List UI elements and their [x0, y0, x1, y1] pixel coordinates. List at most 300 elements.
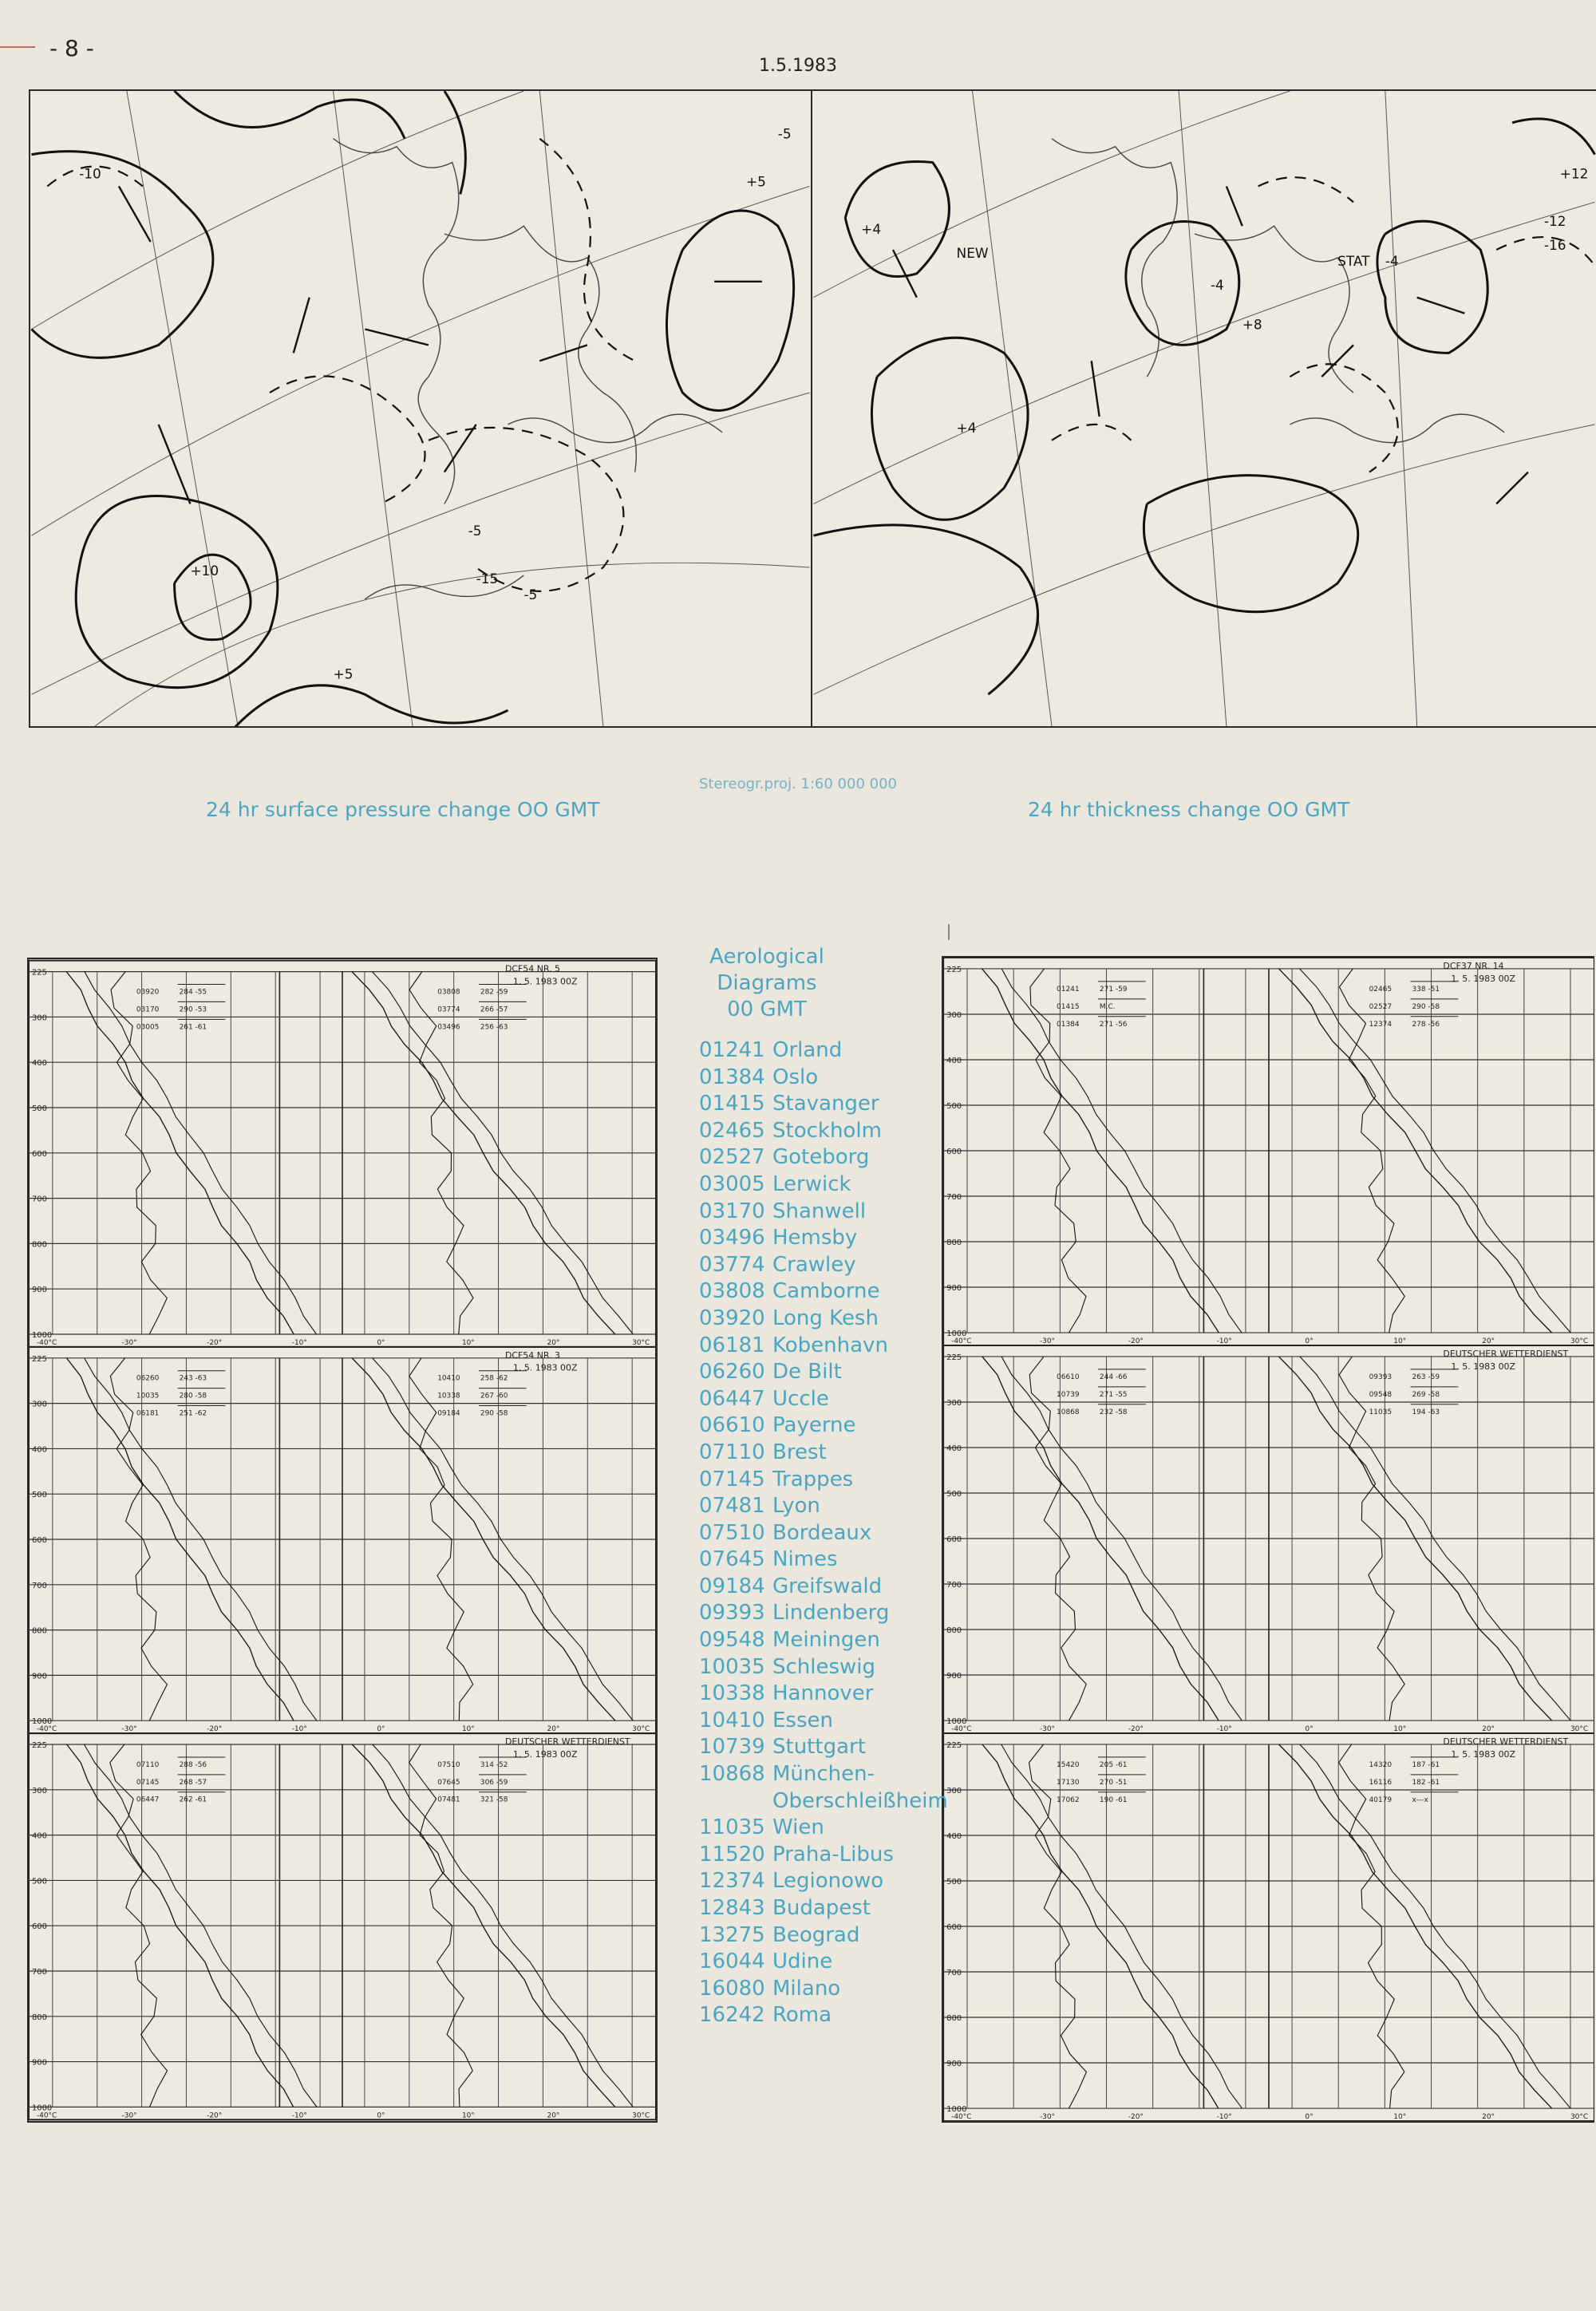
- station-row: [699, 1520, 938, 1547]
- map-label: +12: [1559, 165, 1589, 182]
- station-id: 12374: [699, 1869, 765, 1894]
- diagram-station-id: 10868: [1057, 1408, 1080, 1416]
- map-label: +4: [861, 221, 882, 238]
- station-id: 03808: [699, 1279, 765, 1304]
- temperature-axis-label: -30°: [1039, 1725, 1056, 1734]
- diagram-station-value: 182 -61: [1412, 1778, 1440, 1787]
- edge-mark: [0, 46, 35, 48]
- diagram-station-id: 03496: [437, 1023, 460, 1032]
- pressure-label: 900: [31, 1286, 47, 1295]
- diagram-station-value: 321 -58: [480, 1795, 508, 1804]
- diagram-station-value: 288 -56: [179, 1760, 207, 1769]
- station-name: Nimes: [772, 1547, 838, 1572]
- diagram-station-id: 14320: [1369, 1760, 1393, 1769]
- diagram-station-id: 10338: [437, 1392, 460, 1400]
- diagram-station-value: 271 -55: [1099, 1390, 1128, 1399]
- diagram-station-value: 256 -63: [480, 1023, 508, 1032]
- station-id: 01415: [699, 1092, 765, 1116]
- station-id: 03774: [699, 1252, 765, 1277]
- diagram-station-value: 280 -58: [179, 1392, 207, 1400]
- aerological-diagram-panel: [29, 961, 656, 1347]
- station-id: 09184: [699, 1574, 765, 1598]
- diagram-station-id: 09548: [1369, 1390, 1393, 1399]
- station-name: Orland: [772, 1038, 843, 1062]
- station-name: München-: [772, 1762, 875, 1787]
- map-label: +10: [190, 562, 219, 579]
- temperature-axis-label: 20°: [1482, 1337, 1495, 1346]
- diagram-station-value: 290 -58: [1412, 1002, 1440, 1011]
- diagram-station-value: M.C.: [1099, 1002, 1116, 1011]
- station-name: Udine: [772, 1950, 833, 1974]
- pressure-label: 600: [946, 1922, 962, 1932]
- pressure-label: 900: [946, 2060, 962, 2069]
- station-row: [699, 1976, 938, 2003]
- diagram-date: 1. 5. 1983 00Z: [1451, 973, 1516, 984]
- station-id: 10868: [699, 1762, 765, 1787]
- diagram-station-value: 194 -63: [1412, 1408, 1440, 1416]
- diagram-station-value: 278 -56: [1412, 1020, 1440, 1029]
- pressure-label: 800: [946, 1238, 962, 1248]
- pressure-label: 700: [946, 1193, 962, 1203]
- temperature-axis-label: -40°C: [951, 2113, 972, 2121]
- map-label: -15: [476, 570, 499, 587]
- station-row: [699, 1734, 938, 1761]
- temperature-axis-label: -20°: [207, 2112, 223, 2120]
- diagram-station-id: 17062: [1057, 1795, 1080, 1804]
- diagram-station-value: 271 -59: [1099, 985, 1128, 994]
- temperature-axis-label: 30°C: [632, 1725, 650, 1734]
- temperature-axis-label: 10°: [1393, 1337, 1407, 1346]
- station-id: 02465: [699, 1118, 765, 1143]
- station-row: [699, 1627, 938, 1654]
- station-name: Long Kesh: [772, 1306, 879, 1330]
- temperature-axis-label: 30°C: [632, 2112, 650, 2120]
- temperature-axis-label: 0°: [1305, 1725, 1314, 1734]
- pressure-label: 400: [946, 1831, 962, 1841]
- pressure-label: 1000: [946, 2105, 967, 2115]
- station-row: [699, 1681, 938, 1708]
- station-row: [699, 1278, 938, 1306]
- station-row: [699, 1037, 938, 1065]
- station-name: Lindenberg: [772, 1601, 890, 1626]
- diagram-date: 1. 5. 1983 00Z: [512, 1362, 578, 1373]
- station-id: 16044: [699, 1950, 765, 1974]
- station-row: [699, 1118, 938, 1145]
- aerological-diagrams-left: [27, 958, 658, 2123]
- surface-pressure-map-drawing: [30, 91, 811, 726]
- temperature-axis-label: -10°: [291, 1338, 307, 1347]
- station-id: 06181: [699, 1333, 765, 1357]
- pressure-label: 1000: [946, 1717, 967, 1727]
- pressure-label: 300: [31, 1786, 47, 1795]
- pressure-label: 600: [946, 1147, 962, 1156]
- station-id: 01241: [699, 1038, 765, 1062]
- station-id: 16080: [699, 1976, 765, 2001]
- diagram-station-value: 262 -61: [179, 1795, 207, 1804]
- pressure-label: 225: [946, 965, 962, 974]
- thickness-map-drawing: [812, 91, 1596, 726]
- station-id: 10410: [699, 1708, 765, 1732]
- diagram-station-value: 232 -58: [1099, 1408, 1128, 1416]
- temperature-axis-label: -40°C: [951, 1725, 972, 1734]
- station-row: [699, 1708, 938, 1735]
- temperature-axis-label: -20°: [207, 1338, 223, 1347]
- diagram-station-id: 16116: [1369, 1778, 1393, 1787]
- temperature-axis-label: 30°C: [1570, 2113, 1589, 2121]
- pressure-label: 700: [31, 1967, 47, 1977]
- temperature-axis-label: 20°: [547, 1725, 560, 1734]
- station-name: Kobenhavn: [772, 1333, 888, 1357]
- station-id: 16242: [699, 2003, 765, 2028]
- pressure-label: 500: [31, 1104, 47, 1113]
- station-name: Shanwell: [772, 1199, 867, 1223]
- diagram-station-id: 07481: [437, 1795, 460, 1804]
- pressure-label: 300: [31, 1400, 47, 1409]
- diagram-station-value: 251 -62: [179, 1409, 207, 1418]
- station-id: 11520: [699, 1842, 765, 1867]
- page-number: - 8 -: [49, 35, 94, 61]
- station-name: Hemsby: [772, 1226, 858, 1250]
- diagram-date: 1. 5. 1983 00Z: [512, 976, 578, 987]
- station-name: Praha-Libus: [772, 1842, 894, 1867]
- station-list: [699, 1037, 948, 2029]
- pressure-label: 800: [31, 1626, 47, 1636]
- station-name: Stockholm: [772, 1118, 882, 1143]
- station-row: [699, 1842, 938, 1869]
- temperature-axis-label: 20°: [1482, 1725, 1495, 1734]
- pressure-label: 800: [31, 1240, 47, 1250]
- diagram-station-value: 187 -61: [1412, 1760, 1440, 1769]
- diagram-station-value: x---x: [1412, 1795, 1428, 1804]
- surface-pressure-change-map: [29, 89, 812, 728]
- pressure-label: 500: [946, 1101, 962, 1111]
- station-row: [699, 1386, 938, 1413]
- pressure-label: 500: [31, 1877, 47, 1886]
- pressure-label: 500: [946, 1877, 962, 1886]
- pressure-label: 700: [31, 1195, 47, 1204]
- station-name: Oberschleißheim: [772, 1788, 948, 1813]
- diagram-station-value: 270 -51: [1099, 1778, 1128, 1787]
- station-row: [699, 1547, 938, 1574]
- map-label: -4: [1385, 252, 1399, 269]
- diagram-station-id: 09184: [437, 1409, 460, 1418]
- temperature-axis-label: -10°: [1216, 1725, 1232, 1734]
- station-row: [699, 1412, 938, 1440]
- pressure-label: 1000: [31, 2104, 53, 2113]
- diagram-station-id: 01415: [1057, 1002, 1080, 1011]
- temperature-axis-label: -10°: [1216, 1337, 1232, 1346]
- temperature-axis-label: 10°: [461, 1725, 475, 1734]
- station-name: Wien: [772, 1815, 824, 1840]
- station-id: 09548: [699, 1628, 765, 1653]
- station-row: [699, 1949, 938, 1976]
- temperature-axis-label: -40°C: [36, 1338, 57, 1347]
- map-label: +5: [745, 173, 766, 190]
- diagram-station-id: 06610: [1057, 1373, 1080, 1381]
- station-id: 10035: [699, 1654, 765, 1679]
- diagram-header: DEUTSCHER WETTERDIENST: [504, 1736, 630, 1748]
- station-id: 01384: [699, 1065, 765, 1089]
- pressure-label: 600: [31, 1149, 47, 1159]
- station-row: [699, 1574, 938, 1601]
- pressure-label: 600: [946, 1535, 962, 1544]
- diagram-station-id: 06181: [136, 1409, 160, 1418]
- map-label: +5: [333, 666, 354, 682]
- temperature-axis-label: 0°: [377, 1338, 385, 1347]
- diagram-station-id: 07110: [136, 1760, 160, 1769]
- diagram-station-value: 268 -57: [179, 1778, 207, 1787]
- diagram-header: DCF54 NR. 3: [504, 1349, 561, 1361]
- temperature-axis-label: 0°: [1305, 1337, 1314, 1346]
- diagram-station-id: 03920: [136, 988, 160, 997]
- diagram-station-value: 263 -59: [1412, 1373, 1440, 1381]
- pressure-label: 225: [31, 968, 47, 978]
- station-name: Budapest: [772, 1896, 871, 1920]
- diagram-station-id: 06447: [136, 1795, 160, 1804]
- station-row: [699, 1654, 938, 1681]
- diagram-grid-left: [29, 959, 656, 2121]
- diagram-station-id: 02527: [1369, 1002, 1393, 1011]
- station-name: Bordeaux: [772, 1520, 872, 1545]
- temperature-axis-label: 0°: [377, 2112, 385, 2120]
- pressure-label: 400: [31, 1831, 47, 1841]
- station-row: [699, 1815, 938, 1842]
- map-label: -5: [777, 125, 792, 142]
- pressure-label: 500: [946, 1489, 962, 1499]
- station-row: [699, 1065, 938, 1092]
- diagram-station-id: 10410: [437, 1374, 460, 1383]
- map-label: +4: [956, 419, 977, 436]
- aerological-diagrams-right: [942, 956, 1594, 2123]
- diagram-station-value: 314 -52: [480, 1760, 508, 1769]
- station-name: Crawley: [772, 1252, 856, 1277]
- station-name: Schleswig: [772, 1654, 876, 1679]
- pressure-label: 300: [31, 1013, 47, 1023]
- station-row: [699, 1199, 938, 1226]
- map-label: -5: [523, 586, 538, 602]
- station-row: [699, 1333, 938, 1360]
- map-label: STAT: [1337, 252, 1370, 269]
- pressure-label: 600: [31, 1922, 47, 1932]
- station-name: Beograd: [772, 1922, 860, 1947]
- station-id: 07510: [699, 1520, 765, 1545]
- pressure-label: 800: [31, 2013, 47, 2022]
- station-id: [699, 1788, 772, 1815]
- pressure-label: 400: [31, 1445, 47, 1455]
- pressure-label: 1000: [31, 1717, 53, 1727]
- diagram-station-id: 01384: [1057, 1020, 1080, 1029]
- aerological-diagram-panel: [943, 1345, 1594, 1733]
- station-id: 03496: [699, 1226, 765, 1250]
- station-name: Hannover: [772, 1681, 874, 1706]
- station-name: Goteborg: [772, 1145, 870, 1170]
- diagram-station-id: 07645: [437, 1778, 460, 1787]
- temperature-axis-label: 10°: [461, 2112, 475, 2120]
- map-label: NEW: [956, 244, 989, 261]
- temperature-axis-label: 10°: [461, 1338, 475, 1347]
- station-row: [699, 1600, 938, 1627]
- station-row: [699, 1306, 938, 1333]
- temperature-axis-label: -30°: [121, 2112, 137, 2120]
- temperature-axis-label: -30°: [121, 1338, 137, 1347]
- pressure-label: 900: [31, 2058, 47, 2068]
- map-label: -12: [1543, 213, 1566, 230]
- temperature-axis-label: -20°: [1128, 1725, 1144, 1734]
- diagram-station-id: 03808: [437, 988, 460, 997]
- pressure-label: 600: [31, 1535, 47, 1545]
- diagram-station-id: 40179: [1369, 1795, 1393, 1804]
- station-name: Oslo: [772, 1065, 819, 1089]
- pressure-label: 500: [31, 1491, 47, 1500]
- station-row: [699, 1788, 948, 1815]
- station-name: Meiningen: [772, 1628, 880, 1653]
- pressure-label: 700: [31, 1581, 47, 1590]
- diagram-station-value: 258 -62: [480, 1374, 508, 1383]
- station-name: Stuttgart: [772, 1735, 866, 1760]
- temperature-axis-label: -10°: [1216, 2113, 1232, 2121]
- diagram-station-id: 10739: [1057, 1390, 1080, 1399]
- station-name: Greifswald: [772, 1574, 883, 1598]
- diagram-station-id: 07510: [437, 1760, 460, 1769]
- temperature-axis-label: -30°: [1039, 1337, 1056, 1346]
- diagram-date: 1. 5. 1983 00Z: [512, 1748, 578, 1760]
- station-id: 13275: [699, 1922, 765, 1947]
- aerological-diagram-panel: [943, 1733, 1594, 2121]
- temperature-axis-label: 0°: [377, 1725, 385, 1734]
- station-name: Uccle: [772, 1386, 829, 1411]
- temperature-axis-label: 20°: [1482, 2113, 1495, 2121]
- diagram-station-value: 267 -60: [480, 1392, 508, 1400]
- station-id: 07481: [699, 1494, 765, 1519]
- pressure-label: 300: [946, 1398, 962, 1408]
- temperature-axis-label: 20°: [547, 1338, 560, 1347]
- station-row: [699, 1359, 938, 1386]
- temperature-axis-label: -30°: [121, 1725, 137, 1734]
- pressure-label: 225: [946, 1353, 962, 1362]
- pressure-label: 800: [946, 2014, 962, 2024]
- pressure-label: 300: [946, 1010, 962, 1020]
- pressure-label: 225: [31, 1354, 47, 1364]
- temperature-axis-label: -10°: [291, 1725, 307, 1734]
- diagram-station-value: 282 -59: [480, 988, 508, 997]
- pressure-label: 400: [946, 1056, 962, 1065]
- station-id: 03170: [699, 1199, 765, 1223]
- diagram-station-value: 290 -58: [480, 1409, 508, 1418]
- pressure-label: 900: [946, 1672, 962, 1681]
- station-name: Lerwick: [772, 1171, 851, 1196]
- map-scale-note: Stereogr.proj. 1:60 000 000: [698, 776, 897, 792]
- station-id: 10338: [699, 1681, 765, 1706]
- station-row: [699, 2002, 938, 2029]
- station-name: Payerne: [772, 1413, 856, 1438]
- diagram-station-value: 243 -63: [179, 1374, 207, 1383]
- diagram-station-id: 12374: [1369, 1020, 1393, 1029]
- pressure-label: 1000: [946, 1329, 967, 1339]
- diagram-station-id: 03774: [437, 1005, 460, 1014]
- temperature-axis-label: -20°: [207, 1725, 223, 1734]
- diagram-station-value: 271 -56: [1099, 1020, 1128, 1029]
- diagram-header: DEUTSCHER WETTERDIENST: [1443, 1736, 1569, 1747]
- station-row: [699, 1868, 938, 1895]
- station-id: 10739: [699, 1735, 765, 1760]
- diagram-date: 1. 5. 1983 00Z: [1451, 1748, 1516, 1760]
- diagram-station-id: 09393: [1369, 1373, 1393, 1381]
- station-name: De Bilt: [772, 1360, 842, 1385]
- station-row: [699, 1761, 938, 1788]
- thickness-title: 24 hr thickness change OO GMT: [1028, 798, 1350, 821]
- pressure-label: 900: [946, 1284, 962, 1294]
- temperature-axis-label: -40°C: [36, 1725, 57, 1734]
- diagram-station-id: 01241: [1057, 985, 1080, 994]
- station-name: Legionowo: [772, 1869, 884, 1894]
- pressure-label: 400: [946, 1444, 962, 1453]
- station-id: 07110: [699, 1440, 765, 1464]
- temperature-axis-label: -40°C: [951, 1337, 972, 1346]
- station-row: [699, 1091, 938, 1118]
- station-id: 07645: [699, 1547, 765, 1572]
- page-date: 1.5.1983: [759, 56, 837, 76]
- temperature-axis-label: 10°: [1393, 1725, 1407, 1734]
- diagram-station-id: 10035: [136, 1392, 160, 1400]
- diagram-station-id: 15420: [1057, 1760, 1080, 1769]
- temperature-axis-label: 30°C: [632, 1338, 650, 1347]
- diagram-station-value: 266 -57: [480, 1005, 508, 1014]
- station-id: 11035: [699, 1815, 765, 1840]
- diagram-header: DCF37 NR. 14: [1443, 960, 1504, 971]
- map-label: +8: [1242, 316, 1262, 333]
- station-row: [699, 1171, 938, 1199]
- diagram-station-value: 306 -59: [480, 1778, 508, 1787]
- station-id: 07145: [699, 1467, 765, 1491]
- pressure-label: 700: [946, 1969, 962, 1978]
- station-name: Trappes: [772, 1467, 854, 1491]
- diagram-header: DCF54 NR. 5: [504, 963, 561, 974]
- pressure-label: 225: [946, 1740, 962, 1750]
- map-label: -5: [468, 523, 482, 539]
- diagram-station-value: 269 -58: [1412, 1390, 1440, 1399]
- station-name: Lyon: [772, 1494, 820, 1519]
- diagram-station-id: 11035: [1369, 1408, 1393, 1416]
- temperature-axis-label: -10°: [291, 2112, 307, 2120]
- station-name: Brest: [772, 1440, 827, 1464]
- diagram-station-id: 17130: [1057, 1778, 1080, 1787]
- diagram-station-id: 03005: [136, 1023, 160, 1032]
- diagram-station-value: 244 -66: [1099, 1373, 1128, 1381]
- temperature-axis-label: 10°: [1393, 2113, 1407, 2121]
- station-row: [699, 1225, 938, 1252]
- station-name: Roma: [772, 2003, 832, 2028]
- station-name: Milano: [772, 1976, 841, 2001]
- temperature-axis-label: -20°: [1128, 1337, 1144, 1346]
- diagram-station-id: 02465: [1369, 985, 1393, 994]
- diagram-grid-right: [943, 958, 1594, 2121]
- station-row: [699, 1144, 938, 1171]
- legend-title: Aerological Diagrams 00 GMT: [709, 945, 824, 1021]
- pressure-label: 900: [31, 1672, 47, 1681]
- pressure-label: 1000: [31, 1330, 53, 1340]
- pressure-label: 225: [31, 1741, 47, 1751]
- diagram-date: 1. 5. 1983 00Z: [1451, 1361, 1516, 1372]
- temperature-axis-label: 30°C: [1570, 1725, 1589, 1734]
- station-name: Camborne: [772, 1279, 880, 1304]
- station-id: 02527: [699, 1145, 765, 1170]
- station-row: [699, 1252, 938, 1279]
- station-id: 06447: [699, 1386, 765, 1411]
- temperature-axis-label: -40°C: [36, 2112, 57, 2120]
- map-label: -16: [1543, 237, 1566, 253]
- station-row: [699, 1895, 938, 1922]
- diagram-station-value: 190 -61: [1099, 1795, 1128, 1804]
